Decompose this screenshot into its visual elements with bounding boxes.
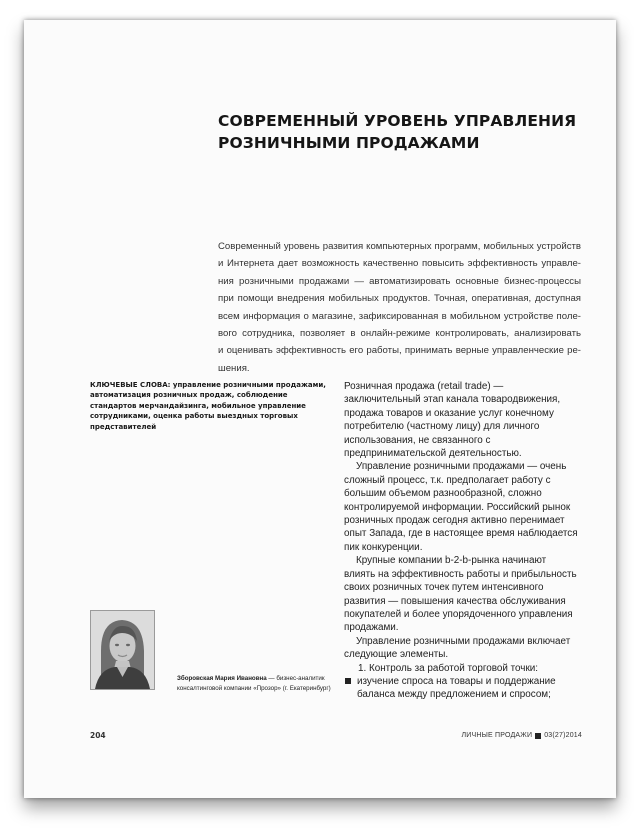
- body-paragraph: Крупные компании b-2-b-рынка начинают влиять на эффективность работы и прибыльность своих розничных точек путем интенсивного развития — повышения качества обслуживания покупателей и более упорядоченного управления продажами.: [344, 555, 577, 634]
- page-number: 204: [90, 731, 106, 740]
- bullet-text: изучение спроса на товары и поддержание баланса между предложением и спросом;: [357, 675, 556, 701]
- lead-line: шения.: [218, 362, 250, 374]
- keywords-block: [90, 380, 333, 432]
- magazine-page: [24, 20, 616, 798]
- list-item: 1. Контроль за работой торговой точки:: [358, 662, 539, 674]
- article-body: [344, 380, 580, 702]
- body-paragraph: Управление розничными продажами включает следующие элементы.: [344, 635, 571, 661]
- body-paragraph: Управление розничными продажами — очень сложный процесс, т.к. предполагает работу с большим объемом разнообразной, сложно контролируемой информации. Российский рынок розничных продаж сегодня активно перенимает опыт Запада, где в настоящее время наблюдается пик конкуренции.: [344, 461, 578, 553]
- author-caption: [177, 674, 345, 693]
- running-footer: [461, 732, 582, 739]
- square-bullet-icon: [345, 678, 351, 684]
- lead-line: вого сотрудника, позволяет в онлайн-режиме контролировать, анализировать: [218, 328, 581, 340]
- keywords-label: КЛЮЧЕВЫЕ СЛОВА:: [90, 381, 171, 389]
- lead-line: и Интернета дает возможность качественно повысить эффективность управле-: [218, 258, 581, 270]
- author-photo: [90, 610, 155, 690]
- lead-line: всем информация о магазине, зафиксированная в мобильном устройстве поле-: [218, 310, 581, 322]
- body-paragraph: Розничная продажа (retail trade) — заключительный этап канала товародвижения, продажа товаров и оказание услуг конечному потребителю (частному лицу) для личного использования, не связанного с предпринимательской деятельностью.: [344, 381, 561, 460]
- author-portrait-icon: [91, 611, 154, 689]
- lead-line: и оценивать эффективность его работы, принимать верные управленческие ре-: [218, 345, 581, 357]
- author-name: Зборовская Мария Ивановна: [177, 675, 267, 682]
- keywords-text: управление розничными продажами, автоматизация розничных продаж, соблюдение стандартов мерчандайзинга, мобильное управление сотрудниками, оценка работы выездных торговых представителей: [90, 381, 326, 431]
- title-line-2: РОЗНИЧНЫМИ ПРОДАЖАМИ: [218, 134, 480, 152]
- bullet-item: [344, 675, 580, 702]
- issue-number: 03(27)2014: [544, 732, 582, 739]
- author-bio: — бизнес-аналитик консалтинговой компании «Прозор» (г. Екатеринбург): [177, 675, 331, 692]
- article-title: [218, 110, 578, 154]
- square-separator-icon: [535, 733, 541, 739]
- lead-line: Современный уровень развития компьютерных программ, мобильных устройств: [218, 241, 581, 252]
- lead-line: при помощи внедрения мобильных продуктов. Точная, оперативная, доступная: [218, 293, 581, 305]
- journal-name: ЛИЧНЫЕ ПРОДАЖИ: [461, 732, 533, 739]
- title-line-1: СОВРЕМЕННЫЙ УРОВЕНЬ УПРАВЛЕНИЯ: [218, 112, 577, 130]
- lead-line: ния розничными продажами — автоматизировать основные бизнес-процессы: [218, 275, 581, 287]
- article-lead: [218, 238, 581, 377]
